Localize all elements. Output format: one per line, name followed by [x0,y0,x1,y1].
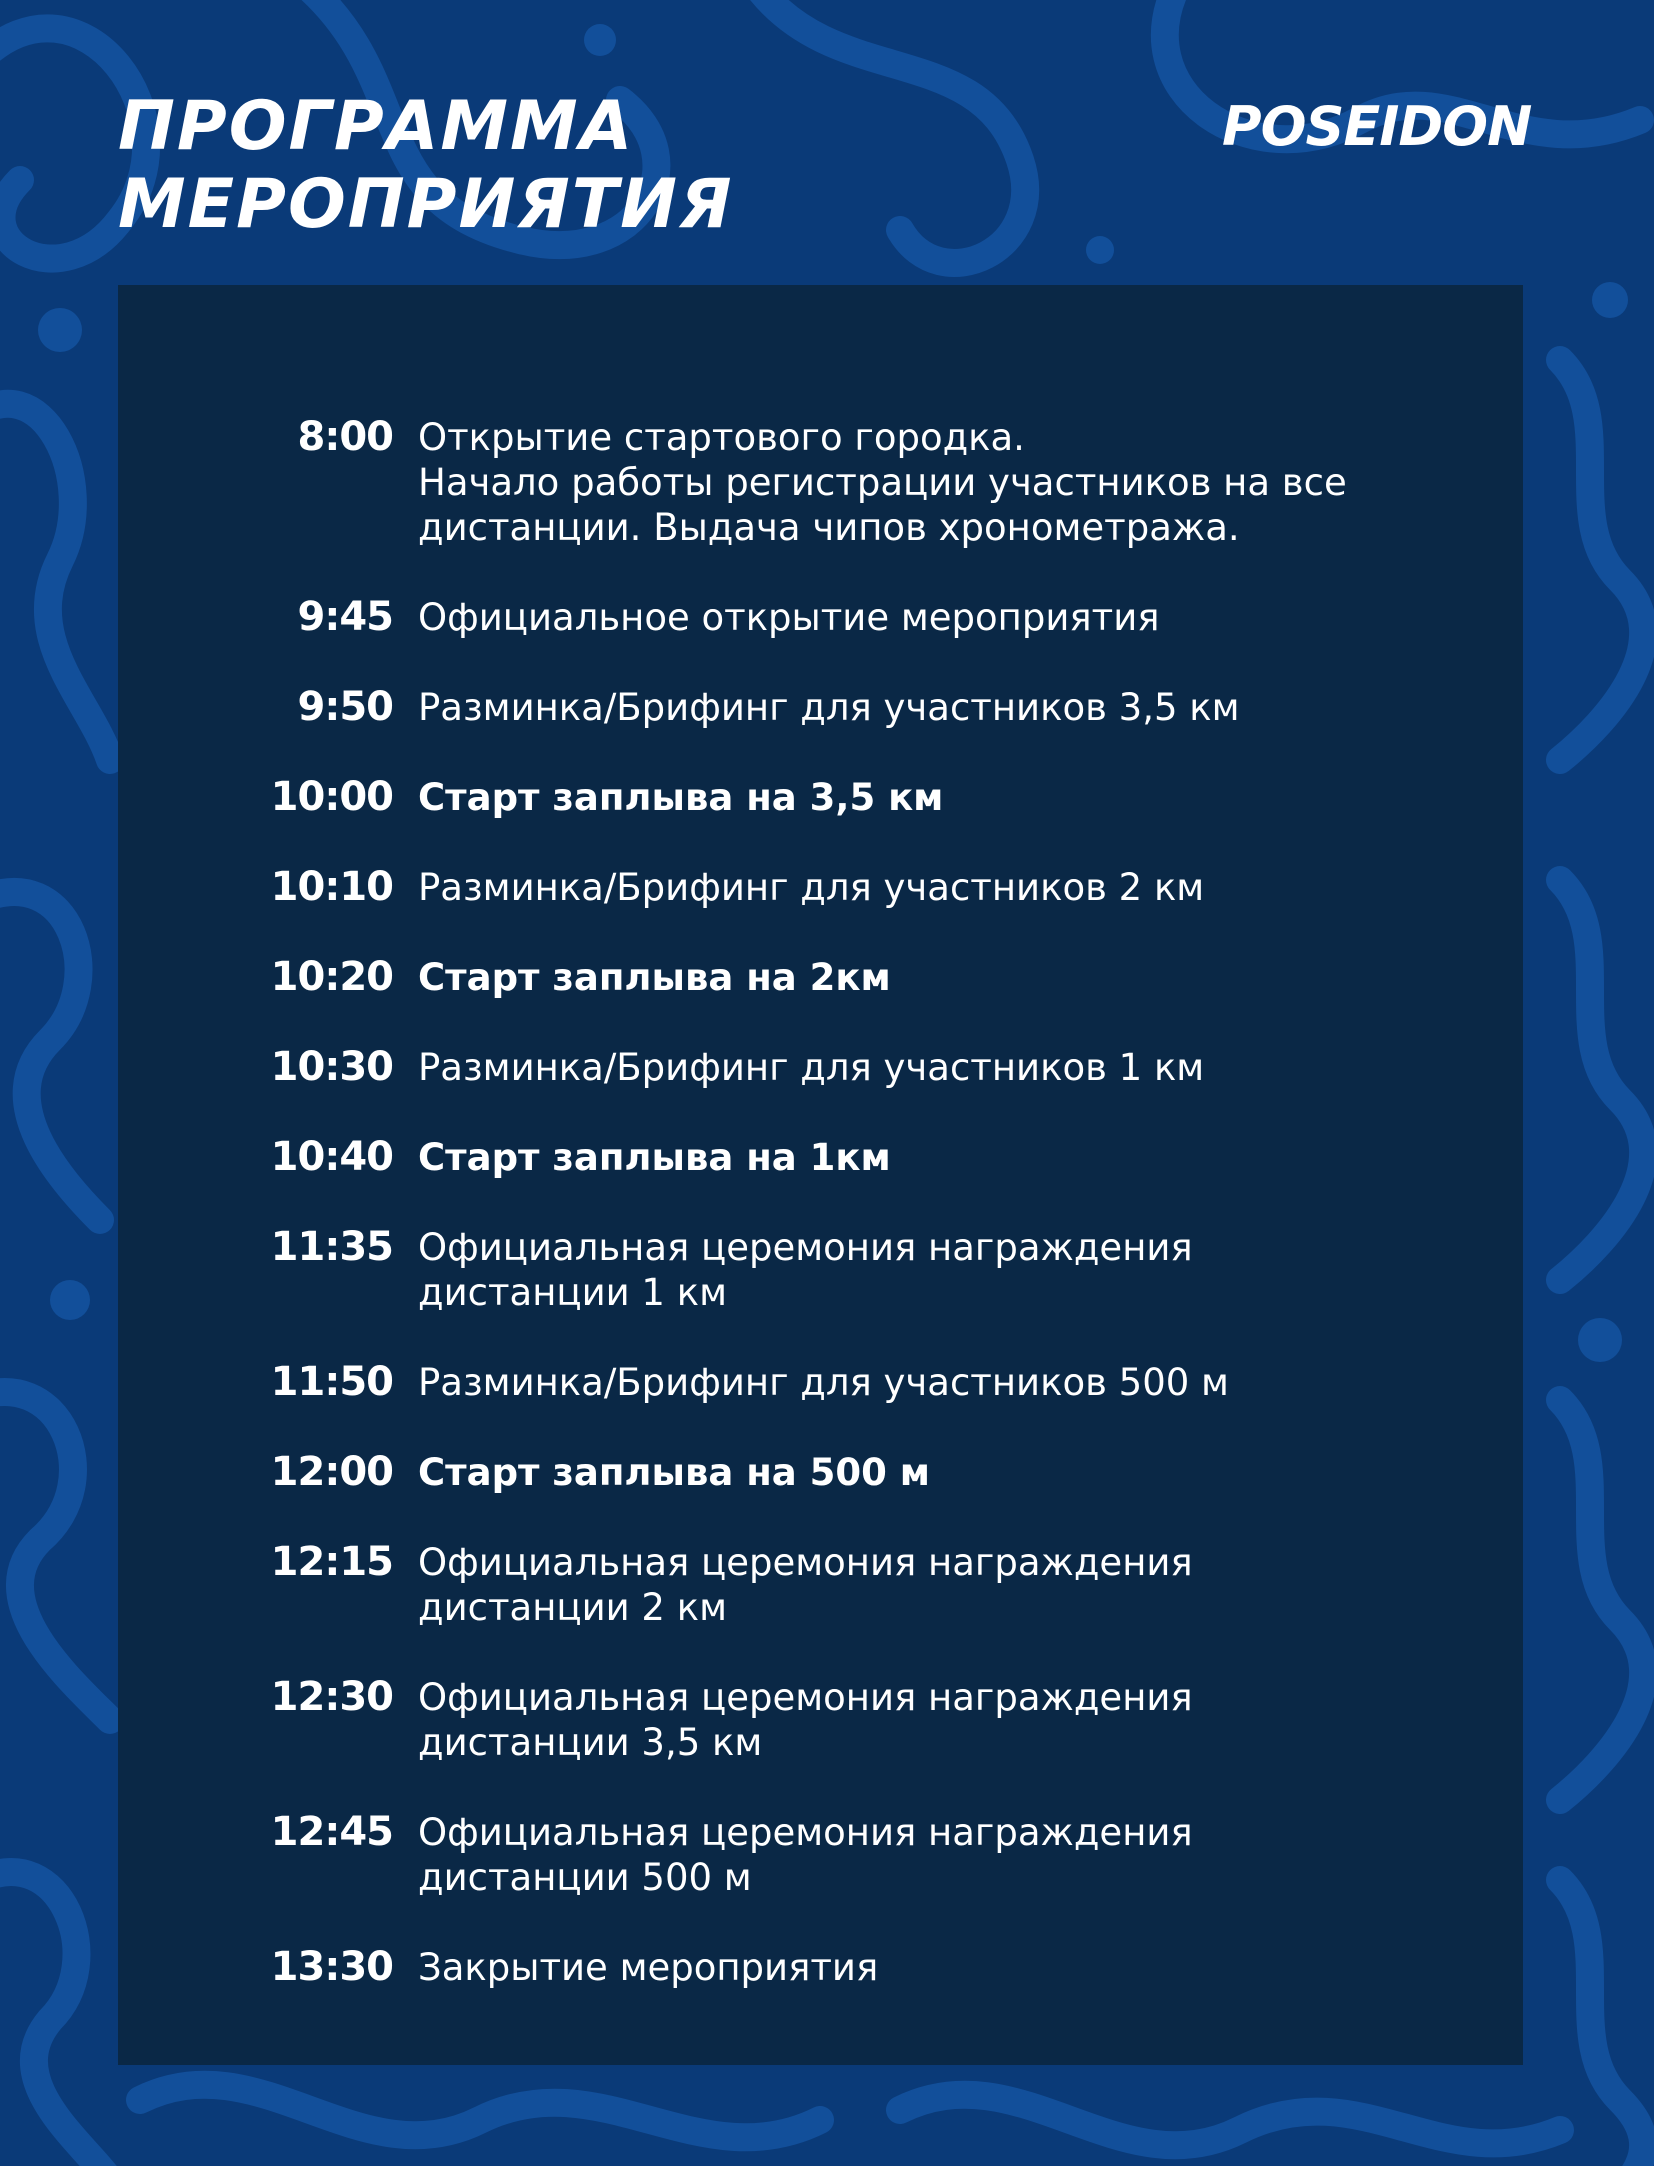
schedule-time: 9:45 [297,594,393,640]
schedule-item [118,775,1523,820]
schedule-description-line: Разминка/Брифинг для участников 3,5 км [418,686,1240,729]
poseidon-logo [1222,92,1542,162]
schedule-time: 8:00 [297,414,393,460]
schedule-time: 10:20 [270,954,393,1000]
schedule-description-line: дистанции 500 м [418,1856,752,1899]
schedule-time: 10:30 [270,1044,393,1090]
schedule-description-line: Официальная церемония награждения [418,1811,1193,1854]
schedule-description-line: дистанции 3,5 км [418,1721,763,1764]
schedule-description-line: Старт заплыва на 3,5 км [418,776,944,819]
schedule-time: 9:50 [297,684,393,730]
schedule-description-line: Официальная церемония награждения [418,1226,1193,1269]
schedule-description-line: Начало работы регистрации участников на все [418,461,1347,504]
schedule-description [418,1810,1458,1900]
schedule-item [118,1045,1523,1090]
schedule-description [418,1450,1458,1495]
schedule-description [418,595,1458,640]
schedule-description-line: Открытие стартового городка. [418,416,1025,459]
schedule-item [118,685,1523,730]
schedule-time: 10:10 [270,864,393,910]
schedule-description [418,1675,1458,1765]
schedule-item [118,1945,1523,1990]
schedule-description-line: Старт заплыва на 500 м [418,1451,931,1494]
schedule-description [418,1540,1458,1630]
schedule-item [118,415,1523,550]
schedule-description-line: Разминка/Брифинг для участников 500 м [418,1361,1229,1404]
schedule-description-line: Старт заплыва на 2км [418,956,891,999]
schedule-time: 11:50 [270,1359,393,1405]
schedule-description-line: Разминка/Брифинг для участников 2 км [418,866,1205,909]
schedule-item [118,1450,1523,1495]
schedule-item [118,955,1523,1000]
schedule-description [418,775,1458,820]
schedule-time: 12:30 [270,1674,393,1720]
schedule-time: 12:15 [270,1539,393,1585]
schedule-description-line: Закрытие мероприятия [418,1946,879,1989]
logo-text: POSEIDON [1222,95,1532,158]
schedule-description-line: Официальное открытие мероприятия [418,596,1160,639]
page-title [118,88,733,244]
schedule-item [118,865,1523,910]
schedule-panel [118,285,1523,2065]
title-line-2: МЕРОПРИЯТИЯ [118,165,734,244]
schedule-description [418,865,1458,910]
schedule-item [118,1360,1523,1405]
schedule-description-line: дистанции 1 км [418,1271,727,1314]
schedule-item [118,1675,1523,1765]
schedule-description [418,1045,1458,1090]
schedule-description-line: Разминка/Брифинг для участников 1 км [418,1046,1205,1089]
schedule-time: 13:30 [270,1944,393,1990]
schedule-description-line: Официальная церемония награждения [418,1676,1193,1719]
schedule-time: 12:00 [270,1449,393,1495]
schedule-time: 10:40 [270,1134,393,1180]
schedule-description [418,415,1458,550]
schedule-description [418,1945,1458,1990]
schedule-description [418,955,1458,1000]
schedule-description-line: Официальная церемония награждения [418,1541,1193,1584]
schedule-time: 11:35 [270,1224,393,1270]
schedule-item [118,1225,1523,1315]
schedule-item [118,595,1523,640]
schedule-description [418,1135,1458,1180]
schedule-description [418,1225,1458,1315]
schedule-item [118,1810,1523,1900]
schedule-item [118,1540,1523,1630]
schedule-time: 12:45 [270,1809,393,1855]
schedule-description-line: Старт заплыва на 1км [418,1136,891,1179]
schedule-description [418,685,1458,730]
schedule-description [418,1360,1458,1405]
schedule-description-line: дистанции 2 км [418,1586,727,1629]
schedule-description-line: дистанции. Выдача чипов хронометража. [418,506,1240,549]
schedule-list [118,415,1523,2035]
title-line-1: ПРОГРАММА [118,87,635,166]
schedule-time: 10:00 [270,774,393,820]
schedule-item [118,1135,1523,1180]
